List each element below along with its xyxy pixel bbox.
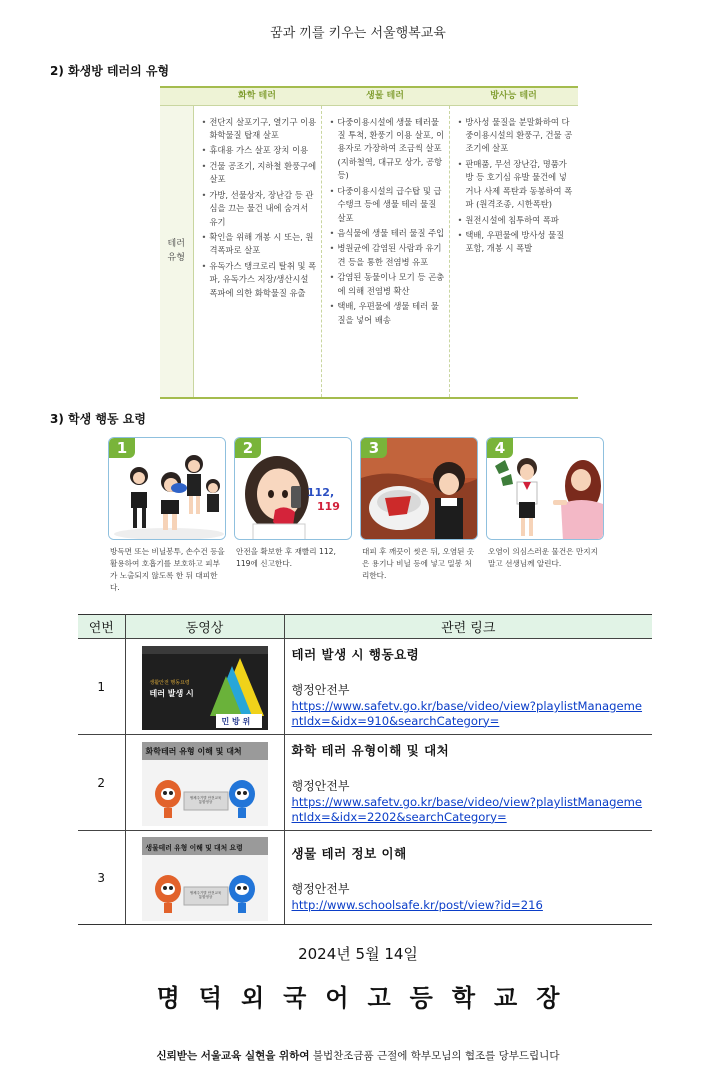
principal-signature: 명덕외국어고등학교장 xyxy=(156,984,579,1012)
video-org-2: 행정안전부 xyxy=(291,779,350,794)
video-thumbnail-3[interactable] xyxy=(142,837,268,921)
video-thumbnail-cell xyxy=(125,735,284,831)
video-thumbnail-1[interactable] xyxy=(142,646,268,730)
column-header-number: 연번 xyxy=(78,615,125,639)
action-panel-1 xyxy=(108,437,226,595)
video-org-1: 행정안전부 xyxy=(291,683,350,697)
panel-3-illustration xyxy=(360,437,478,540)
table-corner-cell xyxy=(160,87,193,105)
video-thumbnail-cell xyxy=(125,831,284,925)
column-header-video: 동영상 xyxy=(125,615,284,639)
chemical-terror-list xyxy=(202,116,317,301)
section-title-terror-types: 2) 화생방 테러의 유형 xyxy=(50,64,170,78)
panel-1-caption: 방독면 또는 비닐봉투, 손수건 등을 활용하여 호흡기를 보호하고 피부가 노출되지 않도록 한 뒤 대피한다. xyxy=(110,547,225,593)
list-item: • 가방, 선물상자, 장난감 등 관심을 끄는 물건 내에 숨겨서 유기 xyxy=(202,189,317,229)
video-thumbnail-2[interactable] xyxy=(142,742,268,826)
table-row xyxy=(78,639,652,735)
list-item: • 택배, 우편물에 방사성 물질 포함, 개봉 시 폭발 xyxy=(458,229,575,256)
thumbnail-3-small-text: 생체주기별 안전교육 통합영상 xyxy=(189,890,222,900)
video-link-1[interactable]: https://www.safetv.go.kr/base/video/view?playlistManagementIdx=&idx=910&searchCategory= xyxy=(291,699,643,728)
panel-2-caption: 안전을 확보한 후 재빨리 112, 119에 신고한다. xyxy=(236,547,336,569)
video-resources-table xyxy=(78,614,652,925)
chemical-terror-list-cell xyxy=(193,105,321,398)
list-item: • 다중이용시설에 생물 테러물질 투척, 환풍기 이용 살포, 이용자로 가장하여 조금씩 살포 (지하철역, 대규모 상가, 공항 등) xyxy=(330,116,445,183)
thumbnail-1-small-text: 생활안전 행동요령 xyxy=(149,679,190,686)
list-item: • 판매품, 무선 장난감, 명품가방 등 호기심 유발 물건에 넣거나 사제 폭탄과 동봉하여 폭파 (원격조종, 시한폭탄) xyxy=(458,158,575,212)
biological-terror-list xyxy=(330,116,445,328)
action-panel-3 xyxy=(360,437,478,582)
column-header-chemical: 화학 테러 xyxy=(193,87,321,105)
thumbnail-2-small-text: 생체주기별 안전교육 통합영상 xyxy=(189,795,222,805)
table-row xyxy=(78,735,652,831)
link-cell-3 xyxy=(284,831,652,925)
document-date: 2024년 5월 14일 xyxy=(298,945,418,963)
radiological-terror-list-cell xyxy=(449,105,578,398)
list-item: • 방사성 물질을 분말화하여 다중이용시설의 환풍구, 건물 공조기에 살포 xyxy=(458,116,575,156)
list-item: • 전단지 살포기구, 열기구 이용 화학물질 탑재 살포 xyxy=(202,116,317,143)
panel-2-illustration xyxy=(234,437,352,540)
row-number: 1 xyxy=(78,639,125,735)
student-action-panels xyxy=(108,437,608,602)
section-title-student-actions: 3) 학생 행동 요령 xyxy=(50,412,146,426)
school-slogan: 꿈과 끼를 키우는 서울행복교육 xyxy=(270,26,446,41)
video-org-3: 행정안전부 xyxy=(291,881,350,896)
list-item: • 유독가스 탱크로리 탈취 및 폭파, 유독가스 저장/생산시설 폭파에 의한 화학물질 유출 xyxy=(202,260,317,300)
footer-notice-bold: 신뢰받는 서울교육 실현을 위하여 xyxy=(156,1050,310,1062)
panel-4-illustration xyxy=(486,437,604,540)
panel-3-caption: 대피 후 깨끗이 씻은 뒤, 오염된 옷은 용기나 비닐 등에 넣고 밀봉 처리한다. xyxy=(362,547,475,581)
terror-type-table xyxy=(160,86,578,399)
biological-terror-list-cell xyxy=(321,105,449,398)
footer-notice-rest: 불법찬조금품 근절에 학부모님의 협조를 당부드립니다 xyxy=(309,1050,560,1062)
phone-number-112: 112, xyxy=(307,486,335,499)
row-number: 2 xyxy=(78,735,125,831)
video-title-2: 화학 테러 유형이해 및 대처 xyxy=(291,743,450,759)
list-item: • 음식물에 생물 테러 물질 주입 xyxy=(330,227,445,240)
thumbnail-2-title: 화학테러 유형 이해 및 대처 xyxy=(145,746,242,756)
panel-3-number: 3 xyxy=(361,438,387,458)
list-item: • 다중이용시설의 급수탑 및 급수탱크 등에 생물 테러 물질 살포 xyxy=(330,185,445,225)
phone-number-119: 119 xyxy=(317,500,340,513)
column-header-links: 관련 링크 xyxy=(284,615,652,639)
panel-1-illustration xyxy=(108,437,226,540)
radiological-terror-list xyxy=(458,116,575,256)
table-row xyxy=(78,831,652,925)
column-header-radiological: 방사능 테러 xyxy=(449,87,578,105)
row-header-terror-type xyxy=(160,105,193,398)
list-item: • 병원균에 감염된 사람과 유기견 등을 통한 전염병 유포 xyxy=(330,242,445,269)
panel-4-caption: 오염이 의심스러운 물건은 만지지 말고 선생님께 알린다. xyxy=(488,547,598,569)
link-cell-1 xyxy=(284,639,652,735)
action-panel-2 xyxy=(234,437,352,570)
panel-2-number: 2 xyxy=(235,438,261,458)
thumbnail-3-title: 생물테러 유형 이해 및 대처 요령 xyxy=(145,843,243,852)
list-item: • 휴대용 가스 살포 장치 이용 xyxy=(202,144,317,157)
footer-notice xyxy=(0,1048,716,1063)
link-cell-2 xyxy=(284,735,652,831)
thumbnail-1-badge: 민 방 위 xyxy=(221,716,251,726)
video-thumbnail-cell xyxy=(125,639,284,735)
list-item: • 건물 공조기, 지하철 환풍구에 살포 xyxy=(202,160,317,187)
list-item: • 감염된 동물이나 모기 등 곤충에 의해 전염병 확산 xyxy=(330,271,445,298)
list-item: • 확인을 위해 개봉 시 또는, 원격폭파로 살포 xyxy=(202,231,317,258)
thumbnail-1-title: 테러 발생 시 xyxy=(149,688,194,698)
video-link-3[interactable]: http://www.schoolsafe.kr/post/view?id=216 xyxy=(291,897,543,912)
panel-1-number: 1 xyxy=(109,438,135,458)
list-item: • 원전시설에 침투하여 폭파 xyxy=(458,214,575,227)
video-title-3: 생물 테러 정보 이해 xyxy=(291,845,407,861)
column-header-biological: 생물 테러 xyxy=(321,87,449,105)
list-item: • 택배, 우편물에 생물 테러 물질을 넣어 배송 xyxy=(330,300,445,327)
video-title-1: 테러 발생 시 행동요령 xyxy=(291,647,420,662)
row-number: 3 xyxy=(78,831,125,925)
panel-4-number: 4 xyxy=(487,438,513,458)
video-link-2[interactable]: https://www.safetv.go.kr/base/video/view?playlistManagementIdx=&idx=2202&searchCategory= xyxy=(291,795,643,824)
action-panel-4 xyxy=(486,437,604,570)
row-header-label: 테러 유형 xyxy=(167,238,185,264)
